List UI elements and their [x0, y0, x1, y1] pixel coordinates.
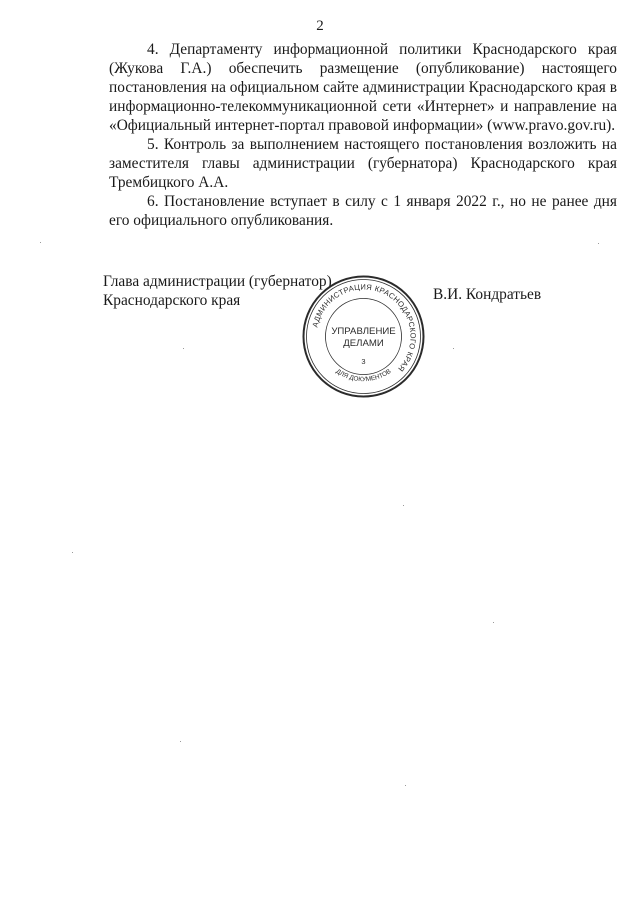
scan-speck: [403, 505, 404, 506]
official-seal: [301, 274, 426, 399]
signatory-name: В.И. Кондратьев: [433, 286, 542, 303]
scan-speck: [598, 243, 599, 244]
scan-speck: [180, 741, 181, 742]
seal-center-line2: ДЕЛАМИ: [343, 338, 384, 349]
seal-outer-text: АДМИНИСТРАЦИЯ КРАСНОДАРСКОГО КРАЯ: [310, 282, 418, 374]
scan-speck: [40, 242, 41, 243]
paragraph-4: 4. Департаменту информационной политики Краснодарского края (Жукова Г.А.) обеспечить размещение (опубликование) настоящего постановления на официальном сайте администрации Краснодарского края в информационно-телекоммуникационной сети «Интернет» и направление на «Официальный интернет-портал правовой информации» (www.pravo.gov.ru).: [109, 41, 617, 134]
signatory-position-line2: Краснодарского края: [103, 292, 241, 309]
paragraph-6: 6. Постановление вступает в силу с 1 января 2022 г., но не ранее дня его официального опубликования.: [109, 193, 617, 229]
seal-graphic: [301, 274, 426, 399]
signatory-position-line1: Глава администрации (губернатор): [103, 273, 332, 290]
scan-speck: [405, 785, 406, 786]
scan-speck: [72, 552, 73, 553]
page-number: 2: [316, 18, 324, 34]
signatory-position: [103, 272, 332, 310]
paragraph-5: 5. Контроль за выполнением настоящего постановления возложить на заместителя главы администрации (губернатора) Краснодарского края Трембицкого А.А.: [109, 136, 617, 191]
scan-speck: [493, 622, 494, 623]
seal-center-line1: УПРАВЛЕНИЕ: [331, 326, 396, 337]
seal-number: 3: [361, 357, 366, 366]
scan-speck: [453, 348, 454, 349]
document-body: [109, 40, 617, 230]
scan-speck: [183, 348, 184, 349]
seal-bottom-text: ДЛЯ ДОКУМЕНТОВ: [334, 367, 393, 384]
